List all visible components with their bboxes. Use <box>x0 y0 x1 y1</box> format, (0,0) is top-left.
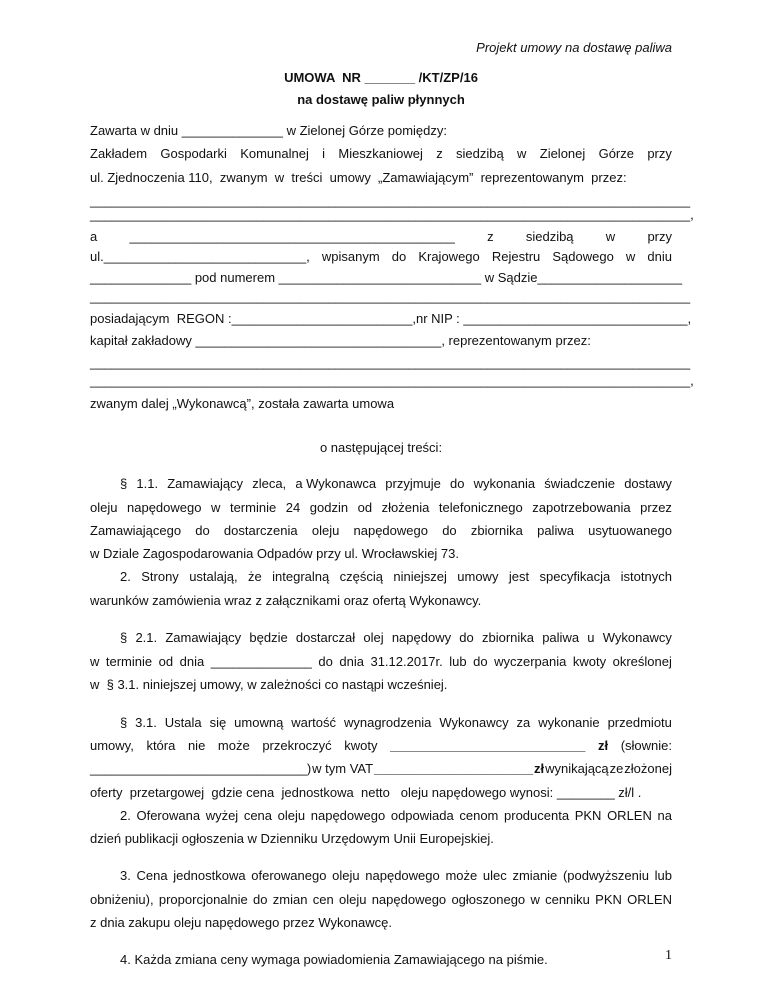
section3-point2-line-2: dzień publikacji ogłoszenia w Dzienniku Urzędowym Unii Europejskiej. <box>90 831 494 846</box>
word: oleju <box>90 500 118 515</box>
word: Komunalnej <box>240 146 309 161</box>
word: w <box>530 892 540 907</box>
word: dnia <box>339 654 364 669</box>
word: ustalają, <box>189 569 238 584</box>
word: ______________ <box>210 654 312 669</box>
parties-line-3: ul. Zjednoczenia 110, zwanym w treści umowy „Zamawiającym” reprezentowanym przez: <box>90 170 627 185</box>
word: cena <box>243 808 273 823</box>
word: ______________________________) <box>90 761 312 776</box>
word: oleju <box>332 868 360 883</box>
word: wykonania <box>473 476 536 491</box>
word: siedzibą <box>456 146 504 161</box>
word: która <box>146 738 176 753</box>
word: że <box>248 569 262 584</box>
page-number: 1 <box>665 948 672 963</box>
word: 31.12.2017r. <box>370 654 443 669</box>
section1-line-2 <box>90 500 672 516</box>
word: integralną <box>272 569 330 584</box>
word: zbiornika <box>470 523 523 538</box>
word: olej <box>363 630 384 645</box>
word: a Wykonawca <box>295 476 377 491</box>
word: Zamawiający <box>165 630 242 645</box>
word: lub <box>449 654 467 669</box>
word: będzie <box>249 630 288 645</box>
word: i <box>322 146 326 161</box>
word: paliwa <box>537 523 574 538</box>
word: § <box>120 715 128 730</box>
section1-line-6: warunków zamówienia wraz z załącznikami oraz ofertą Wykonawcy. <box>90 593 482 608</box>
word: do <box>253 892 268 907</box>
word: napędowy <box>391 630 452 645</box>
contract-subject-title: na dostawę paliw płynnych <box>297 92 465 107</box>
word: § <box>120 476 128 491</box>
word: w <box>211 500 221 515</box>
word: ul.____________________________, <box>90 249 310 264</box>
word: Strony <box>141 569 179 584</box>
word: oleju <box>277 808 306 823</box>
section3-line-1 <box>120 715 672 731</box>
word: może <box>445 868 478 883</box>
word: _____________________________________________ <box>129 229 455 244</box>
word: paliwa <box>542 630 580 645</box>
word: 2. <box>120 569 131 584</box>
word: kwoty <box>344 738 378 753</box>
word: cen <box>312 892 334 907</box>
word: wartość <box>291 715 337 730</box>
word: dostarczał <box>295 630 356 645</box>
word: zmian <box>272 892 308 907</box>
word: producenta <box>504 808 570 823</box>
word: Wykonawcy <box>602 630 672 645</box>
share-capital-line: kapitał zakładowy __________________________________, reprezentowanym przez: <box>90 333 591 348</box>
word: napędowego <box>127 500 202 515</box>
section3-point4-line: 4. Każda zmiana ceny wymaga powiadomienia Zamawiającego na piśmie. <box>120 952 548 967</box>
word: oleju <box>338 892 367 907</box>
word: do <box>318 654 333 669</box>
word: 1.1. <box>136 476 159 491</box>
contractor-blank-line: ___________________________________________________________________________________ <box>90 289 691 304</box>
section3-point2-line-1 <box>120 808 672 824</box>
word: lub <box>654 868 672 883</box>
word: od <box>158 654 174 669</box>
contract-number-title: UMOWA NR _______ /KT/ZP/16 <box>284 70 478 85</box>
word: wyżej <box>205 808 239 823</box>
word: oleju <box>311 523 340 538</box>
word: kwoty <box>572 654 607 669</box>
word: z <box>487 229 494 244</box>
word: przy <box>647 146 672 161</box>
word: częścią <box>339 569 383 584</box>
word: niniejszej <box>393 569 447 584</box>
word: Cena <box>136 868 168 883</box>
section2-line-3: w § 3.1. niniejszej umowy, w zależności co nastąpi wcześniej. <box>90 677 448 692</box>
word: umowy <box>457 569 499 584</box>
word: ___________________________ <box>390 738 586 753</box>
word: świadczenie <box>544 476 616 491</box>
representative-blank-2: ___________________________________________________________________________________, <box>90 207 694 222</box>
word: napędowego <box>353 523 428 538</box>
word: do <box>195 523 210 538</box>
word: Górze <box>598 146 634 161</box>
word: może <box>217 738 250 753</box>
contractor-representative-blank-1: ___________________________________________________________________________________ <box>90 355 691 370</box>
word: ORLEN <box>607 808 652 823</box>
word: napędowego <box>365 868 440 883</box>
word: Wykonawcy <box>439 715 509 730</box>
word: PKN <box>595 892 622 907</box>
word: godzin <box>309 500 349 515</box>
intro-line: o następującej treści: <box>319 440 443 455</box>
section2-line-2 <box>90 654 672 670</box>
word: przy <box>647 229 672 244</box>
word: siedzibą <box>525 229 574 244</box>
word: a <box>90 229 98 244</box>
word: Zamawiający <box>167 476 244 491</box>
word: PKN <box>574 808 602 823</box>
section1-line-4: w Dziale Zagospodarowania Odpadów przy ul. Wrocławskiej 73. <box>90 546 459 561</box>
word: ulec <box>482 868 507 883</box>
word: do <box>442 523 457 538</box>
word: w <box>605 229 616 244</box>
word: przez <box>640 500 672 515</box>
word: cenom <box>459 808 499 823</box>
word: w <box>517 146 527 161</box>
word: dostarczenia <box>223 523 298 538</box>
parties-line-2 <box>90 146 672 162</box>
word: cenniku <box>545 892 590 907</box>
word: ze <box>609 761 624 776</box>
word: do <box>450 476 465 491</box>
word: w tym VAT <box>312 761 374 776</box>
word: u <box>587 630 595 645</box>
word: się <box>209 715 227 730</box>
word: zapotrzebowania <box>532 500 631 515</box>
word: jest <box>508 569 530 584</box>
word: dostawy <box>624 476 672 491</box>
document-header-label: Projekt umowy na dostawę paliwa <box>476 40 672 55</box>
word: istotnych <box>620 569 672 584</box>
word: zmianie <box>512 868 558 883</box>
word: umowną <box>234 715 284 730</box>
word: w <box>90 654 100 669</box>
word: od <box>357 500 373 515</box>
word: Gospodarki <box>160 146 227 161</box>
section1-line-5 <box>120 569 672 585</box>
section2-line-1 <box>120 630 672 646</box>
word: Rejestru <box>491 249 541 264</box>
word: napędowego <box>371 892 447 907</box>
word: 3.1. <box>135 715 157 730</box>
contractor-representative-blank-2: ___________________________________________________________________________________, <box>90 373 694 388</box>
section3-point3-line-3: z dnia zakupu oleju napędowego przez Wykonawcę. <box>90 915 392 930</box>
section1-line-3 <box>90 523 672 539</box>
word: 3. <box>120 868 131 883</box>
contractor-name-line <box>90 229 672 245</box>
word: obniżeniu), <box>90 892 154 907</box>
word: dnia <box>179 654 205 669</box>
word: przekroczyć <box>262 738 332 753</box>
word: usytuowanego <box>588 523 672 538</box>
word: przyjmuje <box>385 476 441 491</box>
word: do <box>473 654 488 669</box>
word: za <box>516 715 531 730</box>
word: odpowiada <box>390 808 454 823</box>
word: Ustala <box>164 715 202 730</box>
contractor-registry-line: ______________ pod numerem ____________________________ w Sądzie____________________ <box>90 270 683 285</box>
word: (podwyższeniu <box>562 868 649 883</box>
word: złożonej <box>624 761 672 776</box>
word: Zielonej <box>539 146 586 161</box>
word: Zakładem <box>90 146 148 161</box>
word: oferowanego <box>251 868 327 883</box>
word: ogłoszonego <box>451 892 526 907</box>
word: umowy, <box>90 738 134 753</box>
word: do <box>391 249 407 264</box>
word: określonej <box>612 654 672 669</box>
word: napędowego <box>310 808 386 823</box>
word: terminie <box>229 500 277 515</box>
word: do <box>459 630 474 645</box>
contractor-definition-line: zwanym dalej „Wykonawcą”, została zawarta umowa <box>90 396 395 411</box>
word: dniu <box>647 249 672 264</box>
word: telefonicznego <box>438 500 523 515</box>
word: Mieszkaniowej <box>338 146 423 161</box>
parties-line-1: Zawarta w dniu ______________ w Zielonej Górze pomiędzy: <box>90 123 447 138</box>
word: wynikającą <box>545 761 609 776</box>
word: zleca, <box>252 476 287 491</box>
section3-point3-line-1 <box>120 868 672 884</box>
word: Sądowego <box>552 249 614 264</box>
word: 2.1. <box>135 630 158 645</box>
word: Krajowego <box>418 249 480 264</box>
word: 24 <box>285 500 301 515</box>
section3-line-4: oferty przetargowej gdzie cena jednostkowa netto oleju napędowego wynosi: ________ zł/l . <box>90 785 642 800</box>
contractor-address-line <box>90 249 672 265</box>
word: ______________________ <box>374 761 534 776</box>
word: złożenia <box>381 500 430 515</box>
word: zł <box>597 738 609 753</box>
word: wpisanym <box>321 249 380 264</box>
word: nie <box>187 738 206 753</box>
section3-point3-line-2 <box>90 892 672 908</box>
representative-blank-1: ___________________________________________________________________________________ <box>90 193 691 208</box>
section1-line-1 <box>120 476 672 492</box>
word: na <box>657 808 672 823</box>
word: w <box>625 249 636 264</box>
word: jednostkowa <box>173 868 246 883</box>
word: terminie <box>105 654 153 669</box>
word: Zamawiającego <box>90 523 182 538</box>
word: specyfikacja <box>539 569 611 584</box>
word: z <box>436 146 443 161</box>
word: proporcjonalnie <box>158 892 248 907</box>
word: 2. <box>120 808 131 823</box>
section3-line-3 <box>90 761 672 777</box>
word: ORLEN <box>627 892 672 907</box>
section3-line-2 <box>90 738 672 754</box>
word: zł <box>534 761 545 776</box>
word: wykonanie <box>538 715 600 730</box>
regon-nip-line: posiadającym REGON :_________________________,nr NIP : _______________________________, <box>90 311 692 326</box>
word: wynagrodzenia <box>343 715 432 730</box>
word: zbiornika <box>481 630 534 645</box>
word: (słownie: <box>620 738 672 753</box>
word: Oferowana <box>136 808 201 823</box>
word: § <box>120 630 128 645</box>
word: wyczerpania <box>494 654 567 669</box>
word: przedmiotu <box>607 715 672 730</box>
